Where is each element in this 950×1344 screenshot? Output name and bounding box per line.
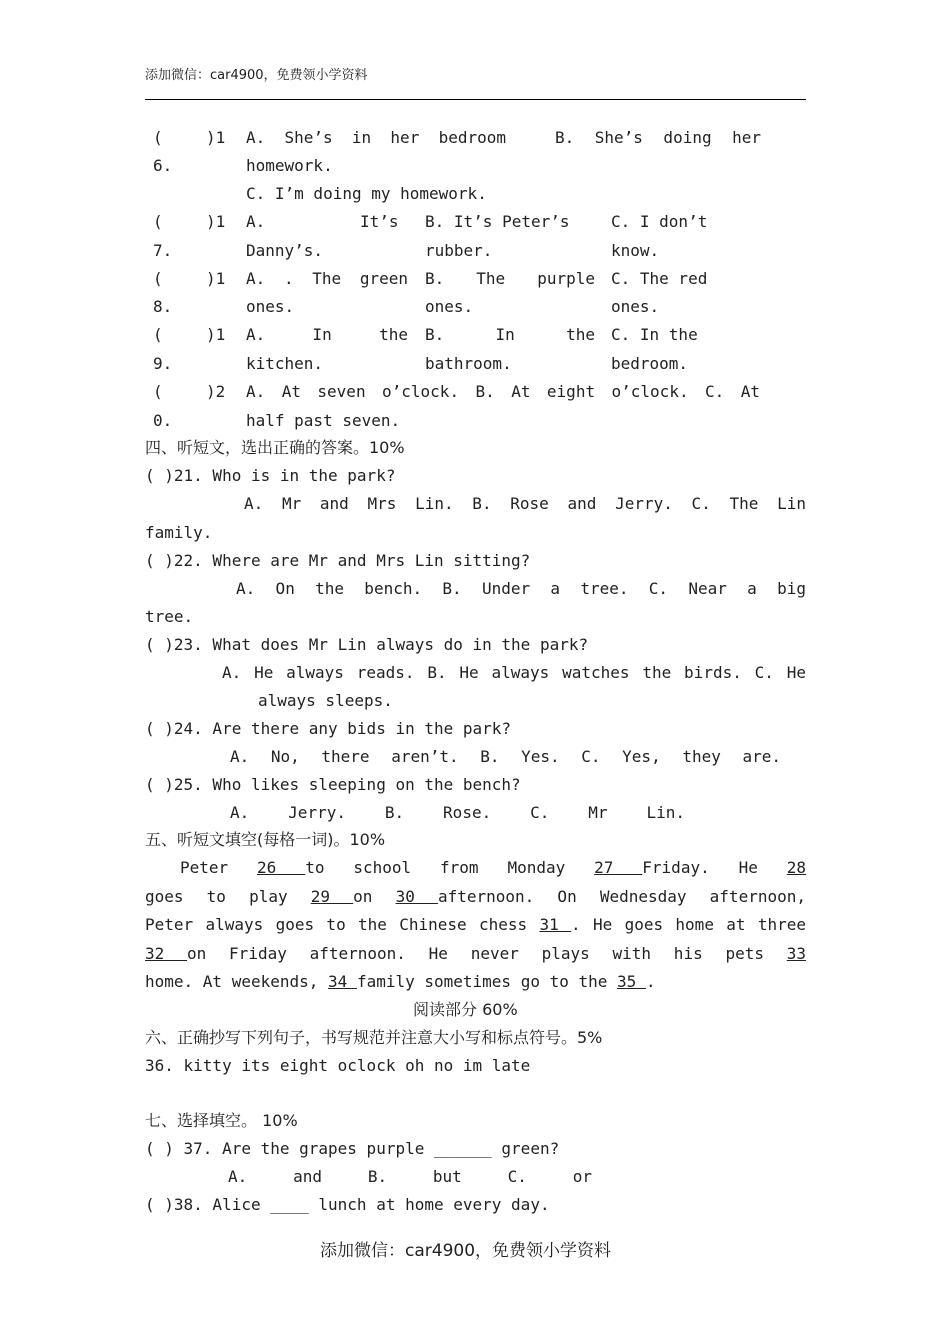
section-5-title: 五、听短文填空(每格一词)。10% [145, 830, 386, 849]
question-number: )1 [206, 325, 226, 344]
question-stem: ( )23. What does Mr Lin always do in the park? [145, 635, 589, 654]
option-a: A. . The green [246, 269, 408, 288]
option-a: A. In the [246, 325, 408, 344]
question-options: A. and B. but C. or [228, 1167, 592, 1186]
question-options: A. Mr and Mrs Lin. B. Rose and Jerry. C. The Lin [244, 494, 806, 513]
option-b: B. She’s doing her [555, 128, 761, 147]
blank-35: 35 [617, 972, 646, 991]
question-stem: ( ) 37. Are the grapes purple ______ green? [145, 1139, 560, 1158]
option-a-word: It’s [360, 212, 399, 231]
passage-line-1: Peter 26 to school from Monday 27 Friday. He 28 [180, 858, 807, 877]
question-36: 36. kitty its eight oclock oh no im late [145, 1056, 531, 1075]
blank-32: 32 [145, 944, 188, 963]
question-number-cont: 6. [153, 156, 173, 175]
answer-paren: ( [153, 325, 163, 344]
passage-line-4: 32 on Friday afternoon. He never plays with his pets 33 [145, 944, 807, 963]
question-number-cont: 0. [153, 411, 173, 430]
option-a-wrap: kitchen. [246, 354, 324, 373]
question-options-wrap: always sleeps. [258, 691, 393, 710]
question-number: )1 [206, 128, 226, 147]
answer-paren: ( [153, 382, 163, 401]
question-stem: ( )24. Are there any bids in the park? [145, 719, 512, 738]
question-number: )1 [206, 269, 226, 288]
option-wrap: homework. [246, 156, 333, 175]
option-c: C. I’m doing my homework. [246, 184, 487, 203]
footer-text: 添加微信：car4900，免费领小学资料 [320, 1241, 612, 1261]
blank-29: 29 [310, 887, 354, 906]
option-a: A. [246, 212, 266, 231]
reading-part-title: 阅读部分 60% [413, 1000, 518, 1019]
header-text: 添加微信：car4900，免费领小学资料 [145, 68, 368, 83]
option-b-wrap: rubber. [425, 241, 493, 260]
question-number-cont: 9. [153, 354, 173, 373]
option-b: B. The purple [425, 269, 595, 288]
section-7-title: 七、选择填空。 10% [145, 1111, 298, 1130]
question-number: )1 [206, 212, 226, 231]
option-c-wrap: know. [611, 241, 660, 260]
blank-34: 34 [328, 972, 357, 991]
question-stem: ( )25. Who likes sleeping on the bench? [145, 775, 521, 794]
question-options: A. He always reads. B. He always watches the birds. C. He [222, 663, 806, 682]
section-6-title: 六、正确抄写下列句子，书写规范并注意大小写和标点符号。5% [145, 1028, 603, 1047]
option-c: C. The red [611, 269, 708, 288]
section-4-title: 四、听短文，选出正确的答案。10% [145, 438, 405, 457]
question-stem: ( )38. Alice ____ lunch at home every day. [145, 1195, 550, 1214]
answer-paren: ( [153, 128, 163, 147]
options-wrap: half past seven. [246, 411, 401, 430]
answer-paren: ( [153, 212, 163, 231]
option-a: A. She’s in her bedroom [246, 128, 506, 147]
blank-31: 31 [539, 915, 572, 934]
question-stem: ( )21. Who is in the park? [145, 466, 396, 485]
blank-33: 33 [786, 944, 807, 963]
question-options: A. Jerry. B. Rose. C. Mr Lin. [230, 803, 685, 822]
blank-27: 27 [594, 858, 643, 877]
blank-26: 26 [257, 858, 306, 877]
question-number-cont: 7. [153, 241, 173, 260]
passage-line-2: goes to play 29 on 30 afternoon. On Wednesday afternoon, [145, 887, 806, 906]
option-c-wrap: bedroom. [611, 354, 689, 373]
question-options-wrap: family. [145, 523, 213, 542]
question-stem: ( )22. Where are Mr and Mrs Lin sitting? [145, 551, 531, 570]
question-options: A. On the bench. B. Under a tree. C. Near a big [236, 579, 806, 598]
option-a-wrap: Danny’s. [246, 241, 324, 260]
blank-30: 30 [395, 887, 438, 906]
options: A. At seven o’clock. B. At eight o’clock. C. At [246, 382, 760, 401]
option-c: C. I don’t [611, 212, 708, 231]
option-b-wrap: bathroom. [425, 354, 512, 373]
option-b: B. In the [425, 325, 595, 344]
passage-line-3: Peter always goes to the Chinese chess 31 . He goes home at three [145, 915, 807, 934]
option-c-wrap: ones. [611, 297, 660, 316]
question-options: A. No, there aren’t. B. Yes. C. Yes, they are. [230, 747, 781, 766]
option-a-wrap: ones. [246, 297, 295, 316]
option-c: C. In the [611, 325, 698, 344]
header-divider [145, 99, 806, 100]
question-number: )2 [206, 382, 226, 401]
answer-paren: ( [153, 269, 163, 288]
blank-28: 28 [786, 858, 807, 877]
option-b: B. It’s Peter’s [425, 212, 570, 231]
passage-line-5: home. At weekends, 34 family sometimes go to the 35 . [145, 972, 656, 991]
question-options-wrap: tree. [145, 607, 194, 626]
question-number-cont: 8. [153, 297, 173, 316]
option-b-wrap: ones. [425, 297, 474, 316]
